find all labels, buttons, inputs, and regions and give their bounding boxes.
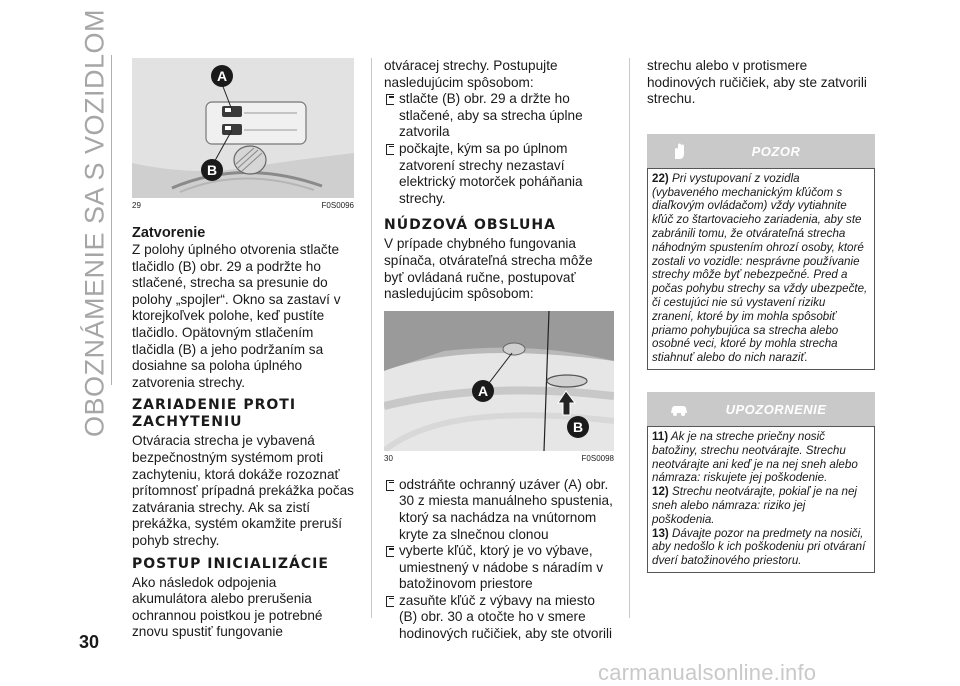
- callout-a-marker: [210, 64, 234, 88]
- paragraph: strechu alebo v protismere hodinových ručičiek, aby ste zatvorili strechu.: [647, 58, 867, 107]
- warning-box: [647, 168, 875, 370]
- column-separator: [629, 58, 630, 618]
- note-number: 13): [652, 526, 669, 540]
- section-heading: ZARIADENIE PROTI ZACHYTENIU: [132, 397, 297, 431]
- figure-number: 30: [384, 453, 393, 463]
- paragraph: otváracej strechy. Postupujte nasledujúcim spôsobom:: [384, 58, 558, 90]
- chapter-title-text: OBOZNÁMENIE SA S VOZIDLOM: [79, 8, 110, 437]
- figure-number: 29: [132, 201, 141, 210]
- figure-30-image: [384, 311, 614, 451]
- warning-label: POZOR: [751, 143, 801, 159]
- bullet-item: vyberte kľúč, ktorý je vo výbave, umiestnený v nádobe s náradím v batožinovom priestore: [384, 543, 614, 593]
- paragraph: Otváracia strecha je vybavená bezpečnostným systémom proti zachyteniu, ktorá dokáže rozoznať prítomnosť prípadná prekážka počas zatvárania strechy. Ak sa zistí prekážka, systém okamžite preruší pohyb strechy.: [132, 433, 354, 548]
- bullet-item: odstráňte ochranný uzáver (A) obr. 30 z miesta manuálneho spustenia, ktorý sa nachádza na vnútornom kryte za slnečnou clonou: [384, 477, 614, 543]
- figure-code: F0S0098: [581, 453, 614, 463]
- footer-watermark: carmanualsonline.info: [598, 660, 817, 685]
- page-number: 30: [79, 632, 100, 652]
- caution-header: [647, 392, 875, 426]
- svg-text:B: B: [206, 162, 218, 178]
- note-text: Pri vystupovaní z vozidla (vybaveného mechanickým kľúčom s diaľkovým ovládačom) vždy vytiahnite kľúč zo štartovacieho zariadenia, aby ste zabránili tomu, že otvárateľná strecha náhodným spustením ohrozí osoby, ktoré zostali vo vozidle: nesprávne používanie strechy môže byť nebezpečné. Pred a počas pohybu strechy sa vždy ubezpečte, či cestujúci nie sú vystavení riziku zranení, ktoré by im mohla spôsobiť priamo pohybujúca sa strecha alebo osobné veci, ktoré by mohla strecha stiahnuť alebo do nich naraziť.: [652, 171, 868, 365]
- callout-a-marker: [471, 379, 495, 403]
- note-number: 22): [652, 171, 669, 185]
- svg-text:A: A: [477, 382, 489, 399]
- column-2: [384, 58, 614, 643]
- section-heading: NÚDZOVÁ OBSLUHA: [384, 217, 556, 234]
- note-text: Ak je na streche priečny nosič batožiny, strechu neotvárajte. Strechu neotvárajte ani keď je na nej sneh alebo námraza: riskujete jej poškodenie.: [652, 429, 858, 485]
- note-text: Dávajte pozor na predmety na nosiči, aby nedošlo k ich poškodeniu pri otváraní dverí batožinového priestoru.: [652, 526, 866, 568]
- figure-29-caption: [132, 201, 354, 210]
- callout-b-marker: [566, 415, 590, 439]
- caution-item: [652, 430, 868, 485]
- svg-text:A: A: [216, 68, 228, 84]
- figure-code: F0S0096: [321, 201, 354, 210]
- warning-header: [647, 134, 875, 168]
- chapter-divider: [111, 55, 112, 385]
- heading-closing: Zatvorenie: [132, 225, 206, 241]
- chapter-title: [78, 8, 112, 437]
- note-number: 11): [652, 429, 669, 443]
- column-1: [132, 58, 354, 641]
- section-heading: POSTUP INICIALIZÁCIE: [132, 555, 329, 572]
- column-3: [647, 58, 875, 573]
- bullet-item: zasuňte kľúč z výbavy na miesto (B) obr. 30 a otočte ho v smere hodinových ručičiek, aby ste otvorili: [384, 593, 614, 643]
- caution-label: UPOZORNENIE: [725, 401, 827, 417]
- paragraph: V prípade chybného fungovania spínača, otvárateľná strecha môže byť ovládaná ručne, postupovať nasledujúcim spôsobom:: [384, 236, 593, 302]
- caution-box: [647, 426, 875, 573]
- caution-item: [652, 485, 868, 526]
- paragraph: Ako následok odpojenia akumulátora alebo prerušenia ochrannou poistkou je potrebné znovu spustiť fungovanie: [132, 574, 323, 640]
- callout-b-marker: [200, 158, 224, 182]
- warning-item: [652, 172, 868, 365]
- figure-30-caption: [384, 454, 614, 463]
- note-number: 12): [652, 485, 669, 499]
- bullet-item: počkajte, kým sa po úplnom zatvorení strechy nezastaví elektrický motorček poháňania strechy.: [384, 141, 614, 207]
- caution-item: [652, 527, 868, 568]
- figure-29-image: [132, 58, 354, 198]
- svg-text:B: B: [572, 418, 584, 435]
- note-text: Strechu neotvárajte, pokiaľ je na nej sneh alebo námraza: riziko jej poškodenia.: [652, 485, 858, 526]
- column-separator: [371, 58, 372, 618]
- bullet-item: stlačte (B) obr. 29 a držte ho stlačené, aby sa strecha úplne zatvorila: [384, 91, 614, 141]
- paragraph: Z polohy úplného otvorenia stlačte tlačidlo (B) obr. 29 a podržte ho stlačené, strecha sa presunie do polohy „spojler“. Okno sa zastaví v ktorejkoľvek polohe, keď pustíte tlačidlo. Opätovným stlačením tlačidla (B) a jeho podržaním sa dosiahne sa poloha úplného zatvorenia strechy.: [132, 242, 341, 390]
